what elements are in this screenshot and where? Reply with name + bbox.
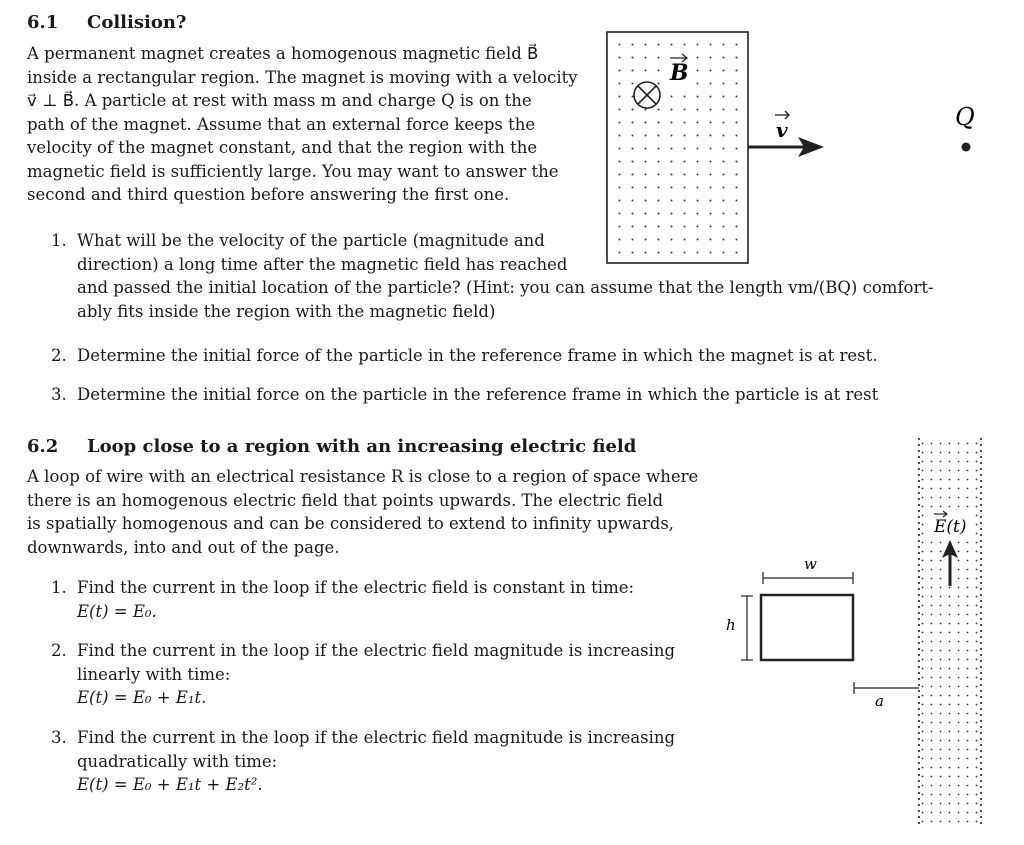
question-line: quadratically with time: [77, 751, 278, 771]
question-1-2 [51, 344, 997, 368]
question-number: 2. [51, 346, 67, 365]
question-2-2 [51, 639, 717, 710]
question-1-3 [51, 383, 997, 407]
question-line: Find the current in the loop if the electric field is constant in time: [77, 578, 635, 597]
question-number: 1. [51, 578, 67, 597]
intro-line: v⃗ ⊥ B⃗. A particle at rest with mass m and charge Q is on the [27, 91, 532, 110]
intro-line: downwards, into and out of the page. [27, 537, 340, 557]
field-label: B [670, 60, 689, 86]
wire-loop [761, 595, 853, 660]
electric-field-region [919, 438, 981, 826]
intro-line: there is an homogenous electric field that points upwards. The electric field [27, 490, 664, 510]
intro-line: velocity of the magnet constant, and that the region with the [27, 138, 538, 157]
question-equation: E(t) = E₀ + E₁t + E₂t². [77, 775, 263, 794]
intro-line: path of the magnet. Assume that an external force keeps the [27, 114, 536, 134]
question-line: ably fits inside the region with the magnetic field) [77, 301, 496, 321]
question-equation: E(t) = E₀ + E₁t. [77, 688, 207, 707]
intro-line: A loop of wire with an electrical resistance R is close to a region of space where [27, 467, 699, 486]
intro-line: is spatially homogenous and can be considered to extend to infinity upwards, [27, 514, 675, 533]
velocity-label: v [776, 118, 788, 142]
section-title: Collision? [87, 12, 187, 33]
section-title: Loop close to a region with an increasing electric field [87, 436, 637, 457]
distance-label: a [875, 692, 884, 710]
section-heading-6-2 [27, 436, 636, 457]
section-1-intro [27, 42, 587, 207]
question-number: 3. [51, 728, 67, 747]
question-2-1 [51, 576, 717, 623]
particle-dot [962, 143, 971, 152]
width-dimension [763, 572, 853, 584]
question-line: linearly with time: [77, 664, 231, 684]
into-page-icon [634, 82, 660, 108]
question-number: 1. [51, 231, 67, 250]
section-number: 6.1 [27, 12, 59, 33]
question-line: Determine the initial force on the particle in the reference frame in which the particle is at rest [77, 385, 879, 404]
section-heading-6-1 [27, 12, 186, 33]
magnet-figure [600, 25, 1000, 270]
height-label: h [726, 616, 736, 634]
charge-label: Q [955, 103, 975, 131]
question-number: 2. [51, 641, 67, 660]
height-dimension [741, 596, 753, 660]
field-label: E(t) [934, 517, 967, 537]
question-line: direction) a long time after the magnetic field has reached [77, 254, 568, 274]
question-line: and passed the initial location of the particle? (Hint: you can assume that the length vm/(BQ) comfort- [77, 278, 934, 297]
width-label: w [804, 555, 817, 573]
loop-figure [720, 430, 1000, 830]
intro-line: A permanent magnet creates a homogenous magnetic field B⃗ [27, 44, 539, 63]
question-line: Find the current in the loop if the electric field magnitude is increasing [77, 728, 676, 747]
intro-line: second and third question before answering the first one. [27, 185, 510, 204]
section-2-intro [27, 465, 717, 559]
question-equation: E(t) = E₀. [77, 601, 157, 621]
section-number: 6.2 [27, 436, 59, 457]
question-2-3 [51, 726, 717, 797]
question-line: Determine the initial force of the particle in the reference frame in which the magnet is at rest. [77, 346, 878, 365]
distance-dimension [854, 682, 919, 694]
intro-line: inside a rectangular region. The magnet is moving with a velocity [27, 67, 578, 87]
question-number: 3. [51, 385, 67, 404]
question-line: Find the current in the loop if the electric field magnitude is increasing [77, 641, 676, 660]
intro-line: magnetic field is sufficiently large. You may want to answer the [27, 161, 559, 181]
question-line: What will be the velocity of the particle (magnitude and [77, 231, 545, 250]
